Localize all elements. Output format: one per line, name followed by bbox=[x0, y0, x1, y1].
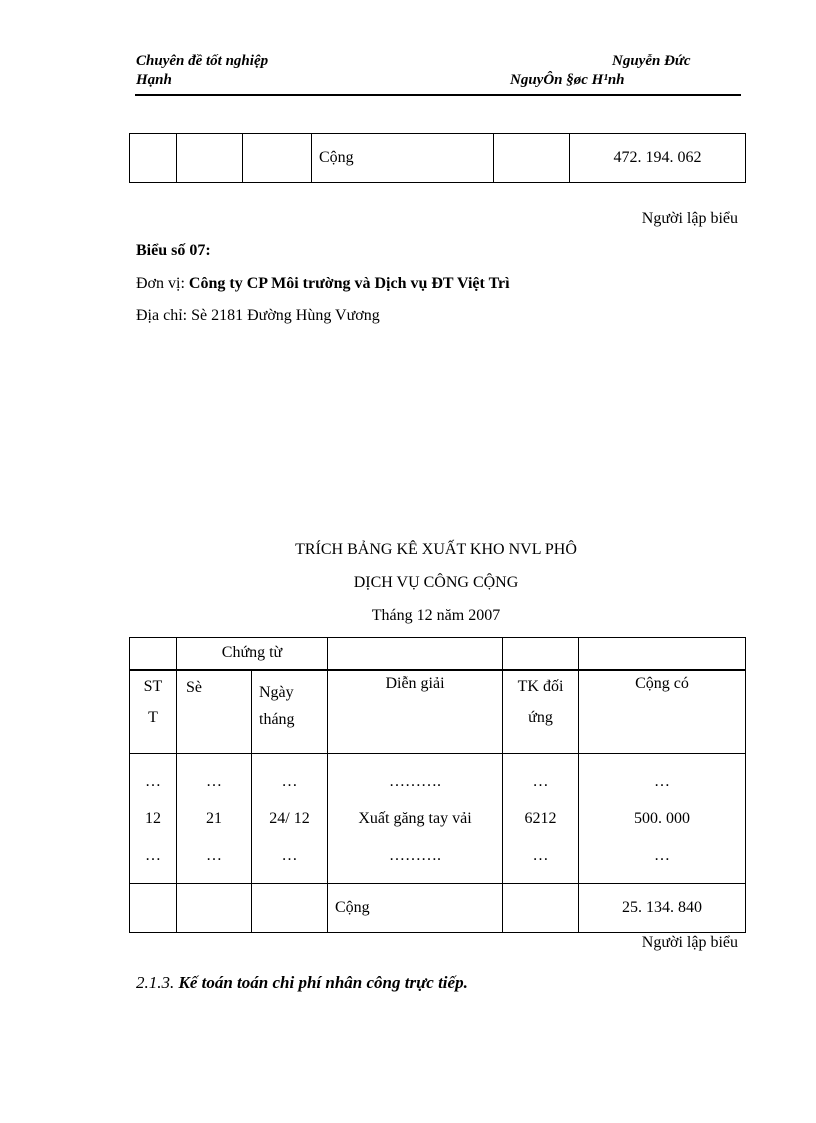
col-cong-co-values bbox=[579, 754, 746, 884]
header-right-line2: NguyÔn §øc H¹nh bbox=[510, 72, 625, 88]
table-cell: 21 bbox=[206, 810, 222, 827]
table-cell: … bbox=[206, 773, 222, 790]
table-cell: … bbox=[532, 847, 549, 864]
form-number: Biểu số 07: bbox=[136, 242, 211, 259]
col-ngay-values bbox=[252, 754, 328, 884]
report-period: Tháng 12 năm 2007 bbox=[371, 607, 501, 624]
section-title: Kế toán toán chi phí nhân công trực tiếp. bbox=[178, 973, 468, 992]
table-cell: 12 bbox=[145, 810, 161, 827]
header-stt-line1: ST bbox=[143, 677, 163, 695]
col-stt-values bbox=[130, 754, 177, 884]
section-number: 2.1.3. bbox=[136, 973, 175, 992]
table-cell: 6212 bbox=[524, 810, 557, 827]
header-dien-giai-top bbox=[328, 638, 503, 670]
header-cong-co-top bbox=[579, 638, 746, 670]
top-cell-empty bbox=[494, 134, 570, 183]
top-cell-empty bbox=[177, 134, 243, 183]
table-cell: … bbox=[654, 847, 670, 864]
header-left-line1: Chuyên đề tốt nghiệp bbox=[136, 53, 269, 69]
signer-label: Người lập biểu bbox=[641, 934, 738, 951]
total-cell-empty bbox=[503, 884, 579, 933]
header-left-line2: Hạnh bbox=[136, 72, 172, 88]
unit-value: Công ty CP Môi trường và Dịch vụ ĐT Việt Trì bbox=[188, 275, 510, 292]
header-ngay-line2: tháng bbox=[259, 710, 295, 728]
header-so: Sè bbox=[177, 670, 252, 754]
header-tk-line1: TK đối bbox=[517, 677, 564, 695]
col-so-values bbox=[177, 754, 252, 884]
header-tk-doi-ung bbox=[503, 670, 579, 754]
header-stt-top bbox=[130, 638, 177, 670]
col-dien-giai-values bbox=[328, 754, 503, 884]
inventory-issue-table bbox=[129, 637, 746, 933]
address-line bbox=[136, 307, 380, 325]
top-total-value: 472. 194. 062 bbox=[570, 134, 746, 183]
col-tk-values bbox=[503, 754, 579, 884]
header-ngay-thang bbox=[252, 670, 328, 754]
header-right-line1: Nguyễn Đức bbox=[612, 53, 691, 69]
top-cell-empty bbox=[130, 134, 177, 183]
total-cell-empty bbox=[177, 884, 252, 933]
top-cell-empty bbox=[243, 134, 312, 183]
header-rule bbox=[135, 94, 741, 96]
report-title-line1: TRÍCH BẢNG KÊ XUẤT KHO NVL PHÔ bbox=[295, 541, 577, 558]
header-cong-co: Cộng có bbox=[579, 670, 746, 754]
header-ngay-line1: Ngày bbox=[259, 683, 294, 701]
top-total-label: Cộng bbox=[312, 134, 494, 183]
total-cell-empty bbox=[252, 884, 328, 933]
total-label: Cộng bbox=[328, 884, 503, 933]
unit-label: Đơn vị: bbox=[136, 275, 185, 292]
total-cell-empty bbox=[130, 884, 177, 933]
table-cell: … bbox=[281, 847, 298, 864]
header-stt-line2: T bbox=[148, 708, 158, 726]
header-tk-line2: ứng bbox=[528, 708, 553, 726]
table-cell: … bbox=[532, 773, 549, 790]
table-cell: … bbox=[145, 847, 161, 864]
table-cell: … bbox=[654, 773, 670, 790]
table-cell: … bbox=[145, 773, 161, 790]
table-cell: … bbox=[281, 773, 298, 790]
total-value: 25. 134. 840 bbox=[579, 884, 746, 933]
table-cell: … bbox=[206, 847, 222, 864]
address-value: Sè 2181 Đường Hùng Vương bbox=[191, 307, 380, 324]
signer-label: Người lập biểu bbox=[641, 210, 738, 227]
table-cell: ………. bbox=[389, 773, 441, 790]
top-total-table bbox=[129, 133, 746, 183]
table-cell: 24/ 12 bbox=[269, 810, 310, 827]
report-title-line2: DỊCH VỤ CÔNG CỘNG bbox=[353, 574, 519, 591]
table-cell: ………. bbox=[389, 847, 441, 864]
section-heading bbox=[136, 973, 468, 993]
header-dien-giai: Diễn giải bbox=[328, 670, 503, 754]
header-tk-top bbox=[503, 638, 579, 670]
address-label: Địa chỉ: bbox=[136, 307, 188, 324]
table-cell: Xuất găng tay vải bbox=[358, 810, 472, 827]
header-chung-tu: Chứng từ bbox=[177, 638, 328, 670]
unit-line bbox=[136, 275, 510, 293]
table-cell: 500. 000 bbox=[634, 810, 690, 827]
header-stt bbox=[130, 670, 177, 754]
